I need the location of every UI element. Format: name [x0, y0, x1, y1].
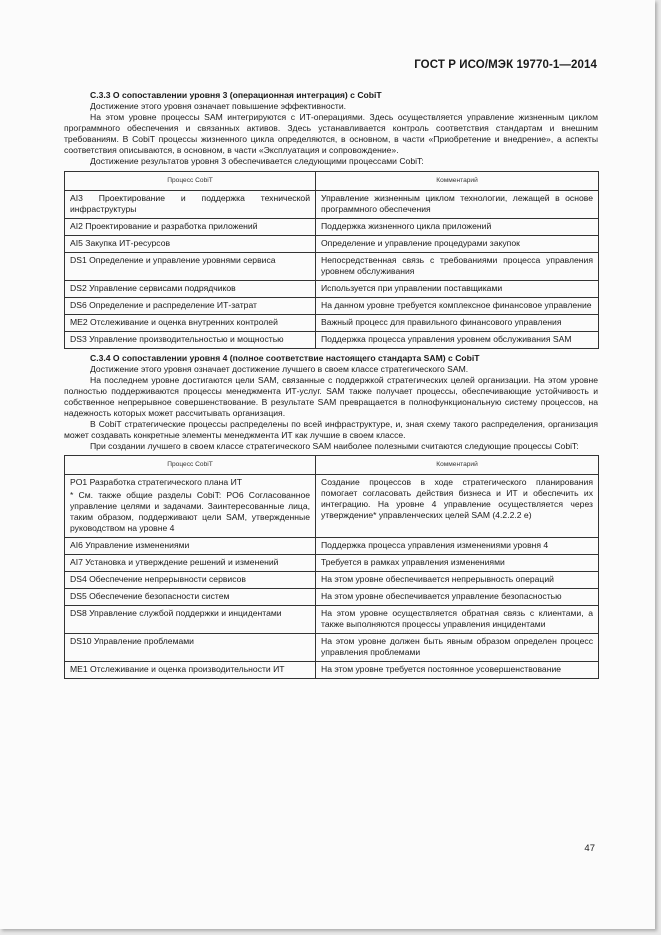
process-cell: DS3 Управление производительностью и мощностью [65, 332, 316, 349]
comment-cell: На этом уровне осуществляется обратная связь с клиентами, а также выполняются процессы управления инцидентами [316, 606, 599, 634]
document-header: ГОСТ Р ИСО/МЭК 19770-1—2014 [414, 59, 597, 71]
table-row [65, 332, 599, 349]
table-row [65, 662, 599, 679]
comment-cell: Поддержка жизненного цикла приложений [316, 219, 599, 236]
section-title-c34: С.3.4 О сопоставлении уровня 4 (полное соответствие настоящего стандарта SAM) с CobiT [90, 353, 480, 363]
paragraph: В CobiT стратегические процессы распределены по всей инфраструктуре, и, зная схему такого распределения, организация может создавать конкретные элементы менеджмента ИТ как лучшие в своем классе. [64, 419, 598, 440]
comment-cell: На этом уровне обеспечивается управление безопасностью [316, 589, 599, 606]
table-row [65, 315, 599, 332]
table-row [65, 236, 599, 253]
column-header-comment: Комментарий [316, 456, 599, 475]
comment-cell: Непосредственная связь с требованиями процесса управления уровнем обслуживания [316, 253, 599, 281]
process-cell: DS10 Управление проблемами [65, 634, 316, 662]
process-name: PO1 Разработка стратегического плана ИТ [70, 477, 243, 487]
process-cell: ME2 Отслеживание и оценка внутренних контролей [65, 315, 316, 332]
cobit-level4-table [64, 455, 599, 679]
process-cell: DS6 Определение и распределение ИТ-затрат [65, 298, 316, 315]
page-content [64, 90, 598, 679]
comment-cell: Требуется в рамках управления изменениями [316, 555, 599, 572]
comment-cell: Поддержка процесса управления уровнем обслуживания SAM [316, 332, 599, 349]
process-cell: AI3 Проектирование и поддержка технической инфраструктуры [65, 191, 316, 219]
process-cell: DS5 Обеспечение безопасности систем [65, 589, 316, 606]
comment-cell: На этом уровне обеспечивается непрерывность операций [316, 572, 599, 589]
process-cell: AI2 Проектирование и разработка приложений [65, 219, 316, 236]
comment-cell: На этом уровне должен быть явным образом определен процесс управления проблемами [316, 634, 599, 662]
paragraph: Достижение этого уровня означает достижение лучшего в своем классе стратегического SAM. [90, 364, 469, 374]
process-cell: AI5 Закупка ИТ-ресурсов [65, 236, 316, 253]
table-row [65, 555, 599, 572]
table-row [65, 298, 599, 315]
comment-cell: Создание процессов в ходе стратегического планирования помогает согласовать действия бизнеса и ИТ и обеспечить их интеграцию. На уровне 4 управление осуществляется через утверждение* управленческих целей SAM (4.2.2.2 е) [316, 475, 599, 538]
table-row [65, 253, 599, 281]
table-header-row [65, 172, 599, 191]
column-header-comment: Комментарий [316, 172, 599, 191]
column-header-process: Процесс CobiT [65, 172, 316, 191]
comment-cell: Определение и управление процедурами закупок [316, 236, 599, 253]
table-row [65, 572, 599, 589]
process-cell: AI7 Установка и утверждение решений и изменений [65, 555, 316, 572]
paragraph: Достижение результатов уровня 3 обеспечивается следующими процессами CobiT: [90, 156, 424, 166]
paragraph: Достижение этого уровня означает повышение эффективности. [90, 101, 347, 111]
process-cell: AI6 Управление изменениями [65, 538, 316, 555]
table-row [65, 589, 599, 606]
table-header-row [65, 456, 599, 475]
comment-cell: Используется при управлении поставщиками [316, 281, 599, 298]
process-cell: DS4 Обеспечение непрерывности сервисов [65, 572, 316, 589]
process-note: * См. также общие разделы CobiT: PO6 Согласованное управление целями и задачами. Заинтересованные лица, таким образом, поддерживают цели SAM, утвержденные руководством на уровне 4 [70, 490, 310, 533]
paragraph: На последнем уровне достигаются цели SAM, связанные с поддержкой стратегических целей организации. На этом уровне полностью поддерживаются процессы менеджмента ИТ-услуг. SAM также получает процессы, обеспечивающие устойчивость и собственное непрерывное совершенствование. В результате SAM превращается в полнофункциональную систему процессов, на надежность которых может рассчитывать организация. [64, 375, 598, 418]
process-cell: DS8 Управление службой поддержки и инцидентами [65, 606, 316, 634]
section-title-c33: С.3.3 О сопоставлении уровня 3 (операционная интеграция) с CobiT [90, 90, 382, 100]
process-cell [65, 475, 316, 538]
paragraph: При создании лучшего в своем классе стратегического SAM наиболее полезными считаются следующие процессы CobiT: [90, 441, 579, 451]
table-row [65, 538, 599, 555]
table-row [65, 281, 599, 298]
table-row [65, 634, 599, 662]
comment-cell: Важный процесс для правильного финансового управления [316, 315, 599, 332]
cobit-level3-table [64, 171, 599, 349]
process-cell: DS1 Определение и управление уровнями сервиса [65, 253, 316, 281]
page-number: 47 [584, 843, 595, 854]
comment-cell: Поддержка процесса управления изменениями уровня 4 [316, 538, 599, 555]
comment-cell: На этом уровне требуется постоянное усовершенствование [316, 662, 599, 679]
comment-cell: На данном уровне требуется комплексное финансовое управление [316, 298, 599, 315]
paragraph: На этом уровне процессы SAM интегрируются с ИТ-операциями. Здесь осуществляется управление жизненным циклом программного обеспечения и связанных активов. Здесь устанавливается контроль соответствия стандартам и внешним требованиям. В CobiT процессы жизненного цикла определяются, в основном, в части «Приобретение и внедрение», а аспекты соответствия описываются, в основном, в части «Эксплуатация и сопровождение». [64, 112, 598, 155]
process-cell: DS2 Управление сервисами подрядчиков [65, 281, 316, 298]
comment-cell: Управление жизненным циклом технологии, лежащей в основе программного обеспечения [316, 191, 599, 219]
process-cell: ME1 Отслеживание и оценка производительности ИТ [65, 662, 316, 679]
table-row [65, 219, 599, 236]
table-row [65, 475, 599, 538]
column-header-process: Процесс CobiT [65, 456, 316, 475]
table-row [65, 606, 599, 634]
table-row [65, 191, 599, 219]
